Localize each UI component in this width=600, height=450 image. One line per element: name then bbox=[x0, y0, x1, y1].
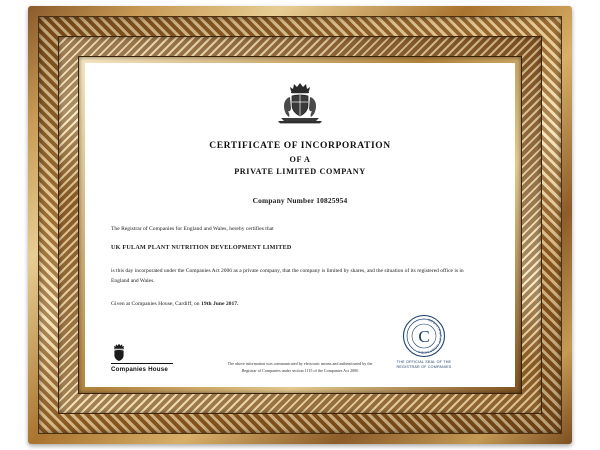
companies-house-label: Companies House bbox=[111, 363, 173, 373]
incorporation-statement: is this day incorporated under the Companies Act 2006 as a private company, that the company is limited by shares, and the situation of its registered office is in England and Wales. bbox=[111, 267, 464, 285]
seal-caption bbox=[359, 360, 489, 371]
royal-coat-of-arms-icon bbox=[111, 81, 489, 130]
company-number-label: Company Number bbox=[252, 195, 315, 205]
certificate-title-line-2: OF A bbox=[289, 154, 311, 164]
given-at-line bbox=[111, 300, 489, 310]
svg-text:C: C bbox=[418, 326, 430, 346]
given-date: 19th June 2017. bbox=[201, 301, 239, 308]
svg-text:REGISTRAR OF COMPANIES: REGISTRAR OF COMPANIES bbox=[417, 318, 443, 355]
companies-house-logo bbox=[111, 343, 221, 373]
certificate-sheet bbox=[85, 63, 515, 387]
seal-caption-line-2: REGISTRAR OF COMPANIES bbox=[396, 365, 452, 370]
company-number-row bbox=[111, 196, 489, 205]
certificate-footer bbox=[111, 318, 489, 373]
certificate-title-line-3: PRIVATE LIMITED COMPANY bbox=[234, 166, 366, 176]
certificate-title-line-1: CERTIFICATE OF INCORPORATION bbox=[209, 141, 391, 151]
picture-frame-outer bbox=[28, 6, 572, 444]
companies-house-crest-icon bbox=[111, 343, 127, 361]
given-prefix: Given at Companies House, Cardiff, on bbox=[111, 301, 202, 308]
certificate-title bbox=[111, 140, 489, 178]
seal-emblem-icon bbox=[402, 314, 446, 358]
frame-mat bbox=[85, 63, 515, 387]
footnote-line-2: Registrar of Companies under section 1115 of the Companies Act 2006 bbox=[241, 367, 359, 373]
official-seal bbox=[359, 314, 489, 371]
seal-caption-line-1: THE OFFICIAL SEAL OF THE bbox=[396, 359, 452, 364]
company-number-value: 10825954 bbox=[316, 195, 348, 205]
company-name: UK FULAM PLANT NUTRITION DEVELOPMENT LIMITED bbox=[111, 245, 292, 252]
footnote-line-1: The above information was communicated by electronic means and authenticated by the bbox=[227, 361, 373, 366]
certificate-body bbox=[111, 225, 489, 311]
registrar-statement: The Registrar of Companies for England and Wales, hereby certifies that bbox=[111, 225, 274, 232]
